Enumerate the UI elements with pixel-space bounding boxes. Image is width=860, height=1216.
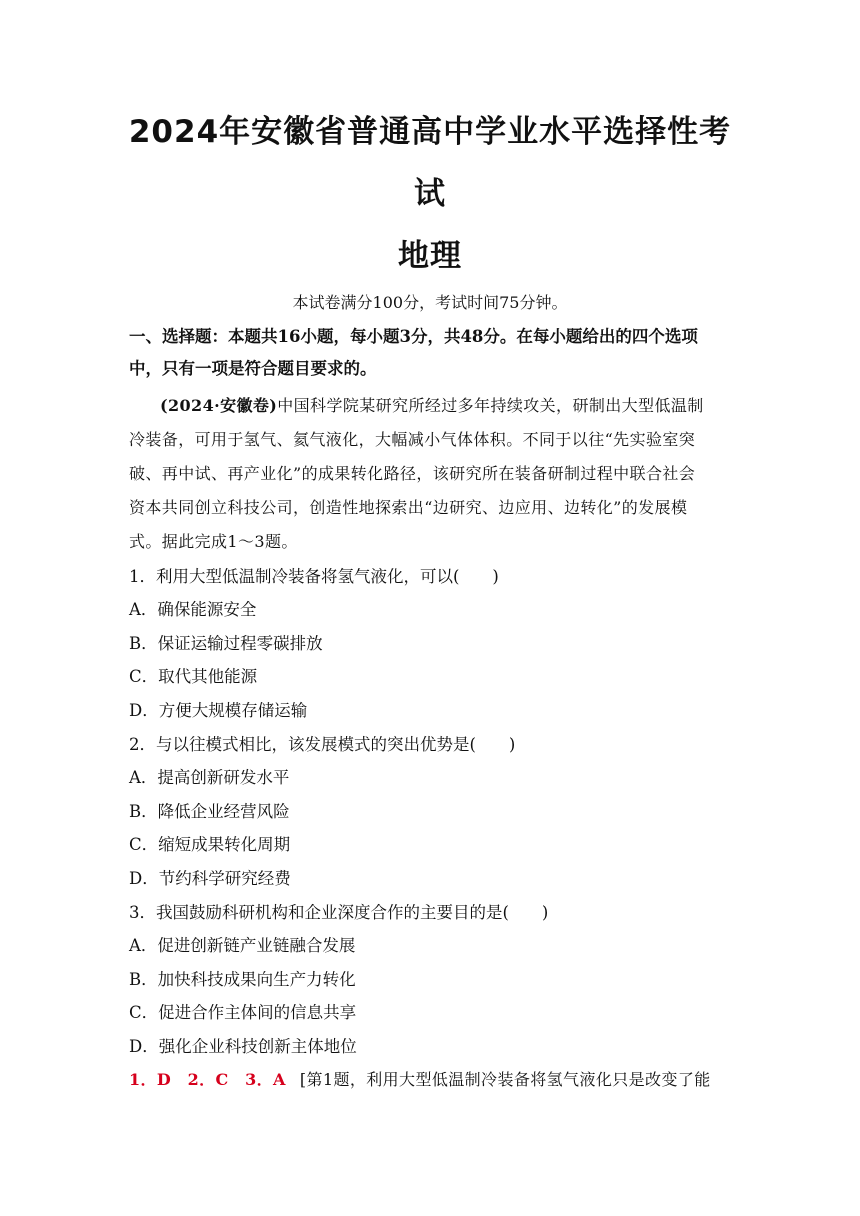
- question-3-option-a: A．促进创新链产业链融合发展: [129, 936, 356, 955]
- question-3-option-c: C．促进合作主体间的信息共享: [129, 1003, 357, 1022]
- passage-line4: 资本共同创立科技公司，创造性地探索出“边研究、边应用、边转化”的发展模: [129, 498, 688, 517]
- passage-line5: 式。据此完成1～3题。: [129, 532, 298, 551]
- passage-source: (2024·安徽卷): [160, 396, 278, 415]
- exam-title-line2: 试: [414, 176, 446, 212]
- section-heading-line2: 中，只有一项是符合题目要求的。: [129, 359, 377, 378]
- passage-line1: [160, 393, 704, 416]
- passage-text-1: 中国科学院某研究所经过多年持续攻关，研制出大型低温制: [277, 396, 704, 415]
- answer-line: [129, 1067, 711, 1090]
- answer-explanation: [第1题，利用大型低温制冷装备将氢气液化只是改变了能: [299, 1070, 711, 1089]
- question-2-stem: 2．与以往模式相比，该发展模式的突出优势是( ): [129, 735, 516, 754]
- question-1-option-d: D．方便大规模存储运输: [129, 701, 308, 720]
- question-3-stem: 3．我国鼓励科研机构和企业深度合作的主要目的是( ): [129, 903, 549, 922]
- question-1-option-a: A．确保能源安全: [129, 600, 257, 619]
- question-2-option-b: B．降低企业经营风险: [129, 802, 290, 821]
- answer-keys: 1．D 2．C 3．A: [129, 1070, 286, 1089]
- question-3-option-d: D．强化企业科技创新主体地位: [129, 1037, 357, 1056]
- question-3-option-b: B．加快科技成果向生产力转化: [129, 970, 356, 989]
- exam-title-line1: 2024年安徽省普通高中学业水平选择性考: [128, 114, 732, 150]
- subject-title: 地理: [398, 238, 462, 274]
- question-1-option-b: B．保证运输过程零碳排放: [129, 634, 323, 653]
- passage-line3: 破、再中试、再产业化”的成果转化路径，该研究所在装备研制过程中联合社会: [129, 464, 696, 483]
- question-2-option-c: C．缩短成果转化周期: [129, 835, 291, 854]
- question-1-stem: 1．利用大型低温制冷装备将氢气液化，可以( ): [129, 567, 499, 586]
- section-heading-line1: 一、选择题：本题共16小题，每小题3分，共48分。在每小题给出的四个选项: [129, 327, 698, 346]
- passage-line2: 冷装备，可用于氢气、氦气液化，大幅减小气体体积。不同于以往“先实验室突: [129, 430, 696, 449]
- exam-note: 本试卷满分100分，考试时间75分钟。: [292, 293, 568, 312]
- question-2-option-d: D．节约科学研究经费: [129, 869, 291, 888]
- question-1-option-c: C．取代其他能源: [129, 667, 258, 686]
- question-2-option-a: A．提高创新研发水平: [129, 768, 290, 787]
